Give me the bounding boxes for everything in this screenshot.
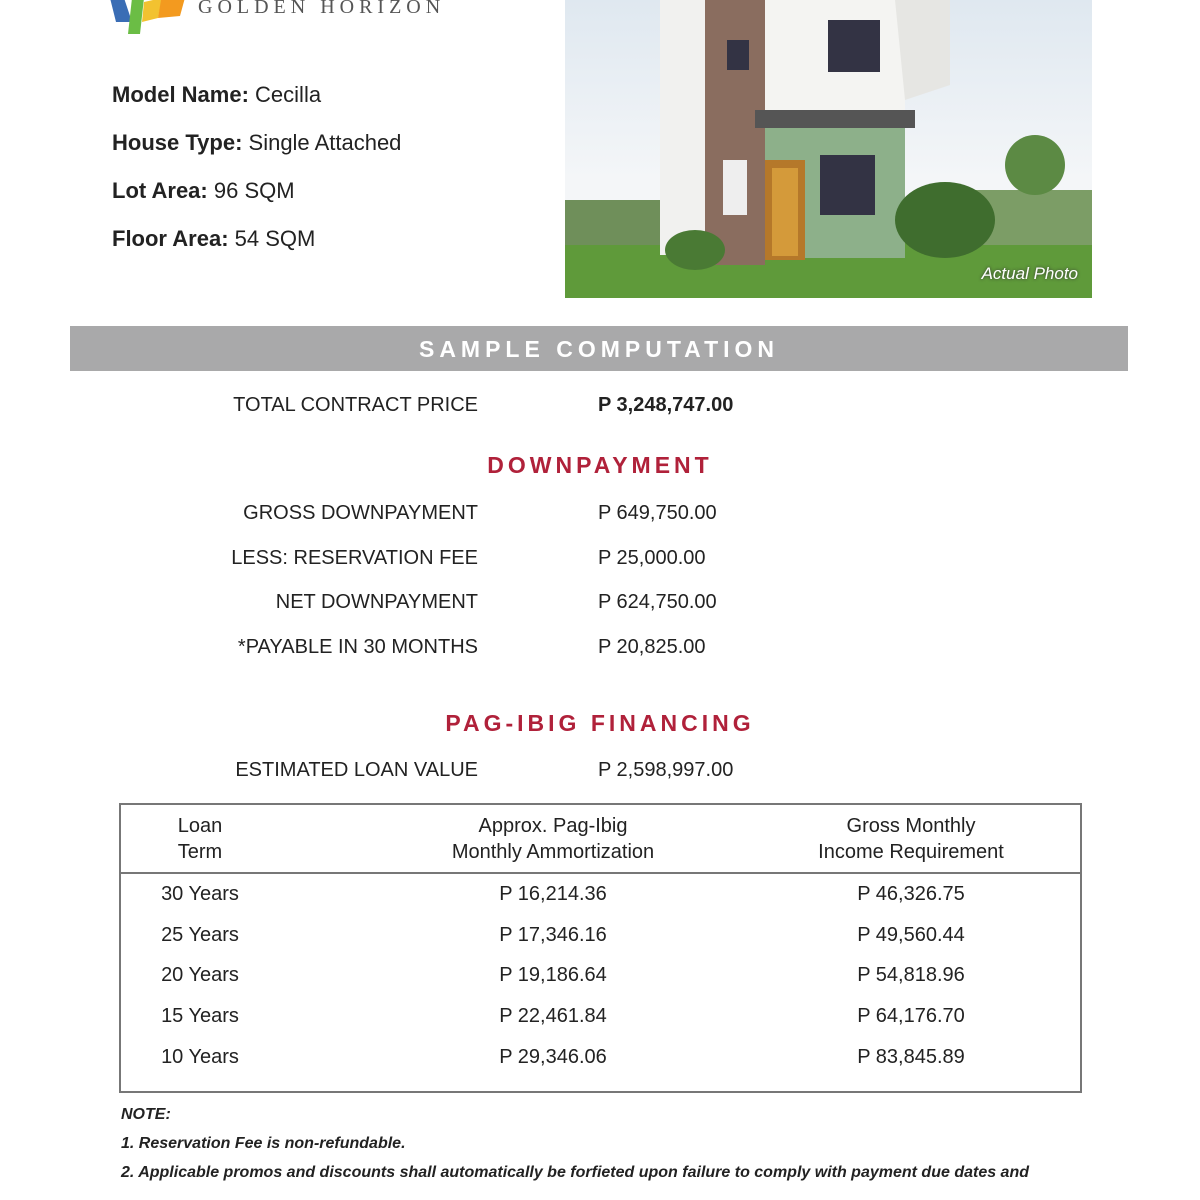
house-illustration — [565, 0, 1092, 298]
loan-term-cell: 15 Years — [161, 1005, 239, 1028]
spec-label: Floor Area: — [112, 226, 229, 251]
net-downpayment-value: P 624,750.00 — [598, 591, 717, 613]
income-requirement-cell: P 54,818.96 — [857, 964, 965, 987]
header-line: Income Requirement — [818, 841, 1004, 863]
header-divider — [121, 872, 1080, 874]
header-monthly-amortization — [403, 813, 703, 865]
monthly-amortization-cell: P 22,461.84 — [499, 1005, 607, 1028]
income-requirement-cell: P 46,326.75 — [857, 883, 965, 905]
gross-downpayment-label: GROSS DOWNPAYMENT — [243, 502, 478, 524]
net-downpayment-label: NET DOWNPAYMENT — [275, 591, 478, 613]
brand-name: GOLDEN HORIZON — [198, 0, 446, 18]
header-line: Approx. Pag-Ibig — [478, 815, 628, 837]
header-loan-term — [121, 813, 279, 865]
monthly-payable-label: *PAYABLE IN 30 MONTHS — [237, 636, 478, 658]
income-requirement-cell: P 83,845.89 — [857, 1045, 965, 1068]
gross-downpayment-value: P 649,750.00 — [598, 502, 717, 524]
monthly-amortization-cell: P 29,346.06 — [499, 1045, 607, 1068]
loan-term-cell: 25 Years — [161, 923, 239, 946]
note-item: 2. Applicable promos and discounts shall automatically be forfieted upon failure to comply with payment due dates and — [121, 1164, 1029, 1181]
house-photo — [565, 0, 1092, 298]
spec-house-type — [112, 130, 401, 156]
sample-computation-banner: SAMPLE COMPUTATION — [70, 326, 1128, 371]
monthly-payable-value: P 20,825.00 — [598, 636, 706, 658]
monthly-amortization-cell: P 16,214.36 — [499, 883, 607, 905]
loan-term-cell: 20 Years — [161, 964, 239, 987]
estimated-loan-label: ESTIMATED LOAN VALUE — [235, 759, 478, 781]
header-line: Term — [177, 841, 223, 863]
spec-model-name — [112, 82, 321, 108]
downpayment-heading: DOWNPAYMENT — [487, 452, 713, 478]
spec-floor-area — [112, 226, 315, 252]
header-line: Loan — [177, 815, 223, 837]
photo-caption: Actual Photo — [981, 264, 1078, 283]
reservation-fee-value: P 25,000.00 — [598, 547, 706, 569]
spec-value: 54 SQM — [234, 226, 316, 251]
loan-term-cell: 30 Years — [161, 883, 239, 905]
spec-label: House Type: — [112, 130, 243, 155]
header-line: Monthly Ammortization — [451, 841, 655, 863]
spec-lot-area — [112, 178, 295, 204]
spec-label: Lot Area: — [112, 178, 208, 203]
estimated-loan-value: P 2,598,997.00 — [598, 759, 734, 781]
loan-term-table — [119, 803, 1082, 1093]
spec-value: 96 SQM — [213, 178, 295, 203]
income-requirement-cell: P 49,560.44 — [857, 923, 965, 946]
note-item: 1. Reservation Fee is non-refundable. — [121, 1135, 406, 1152]
total-contract-price-label: TOTAL CONTRACT PRICE — [233, 394, 478, 416]
golden-horizon-logo — [110, 0, 190, 36]
spec-value: Single Attached — [248, 130, 402, 155]
loan-term-cell: 10 Years — [161, 1045, 239, 1068]
header-line: Gross Monthly — [846, 815, 976, 837]
monthly-amortization-cell: P 19,186.64 — [499, 964, 607, 987]
pagibig-financing-heading: PAG-IBIG FINANCING — [445, 710, 755, 736]
monthly-amortization-cell: P 17,346.16 — [499, 923, 607, 946]
spec-label: Model Name: — [112, 82, 249, 107]
note-title: NOTE: — [121, 1106, 171, 1123]
spec-value: Cecilla — [255, 82, 322, 107]
reservation-fee-label: LESS: RESERVATION FEE — [231, 547, 478, 569]
income-requirement-cell: P 64,176.70 — [857, 1005, 965, 1028]
total-contract-price-value: P 3,248,747.00 — [598, 394, 734, 416]
header-income-requirement — [761, 813, 1061, 865]
